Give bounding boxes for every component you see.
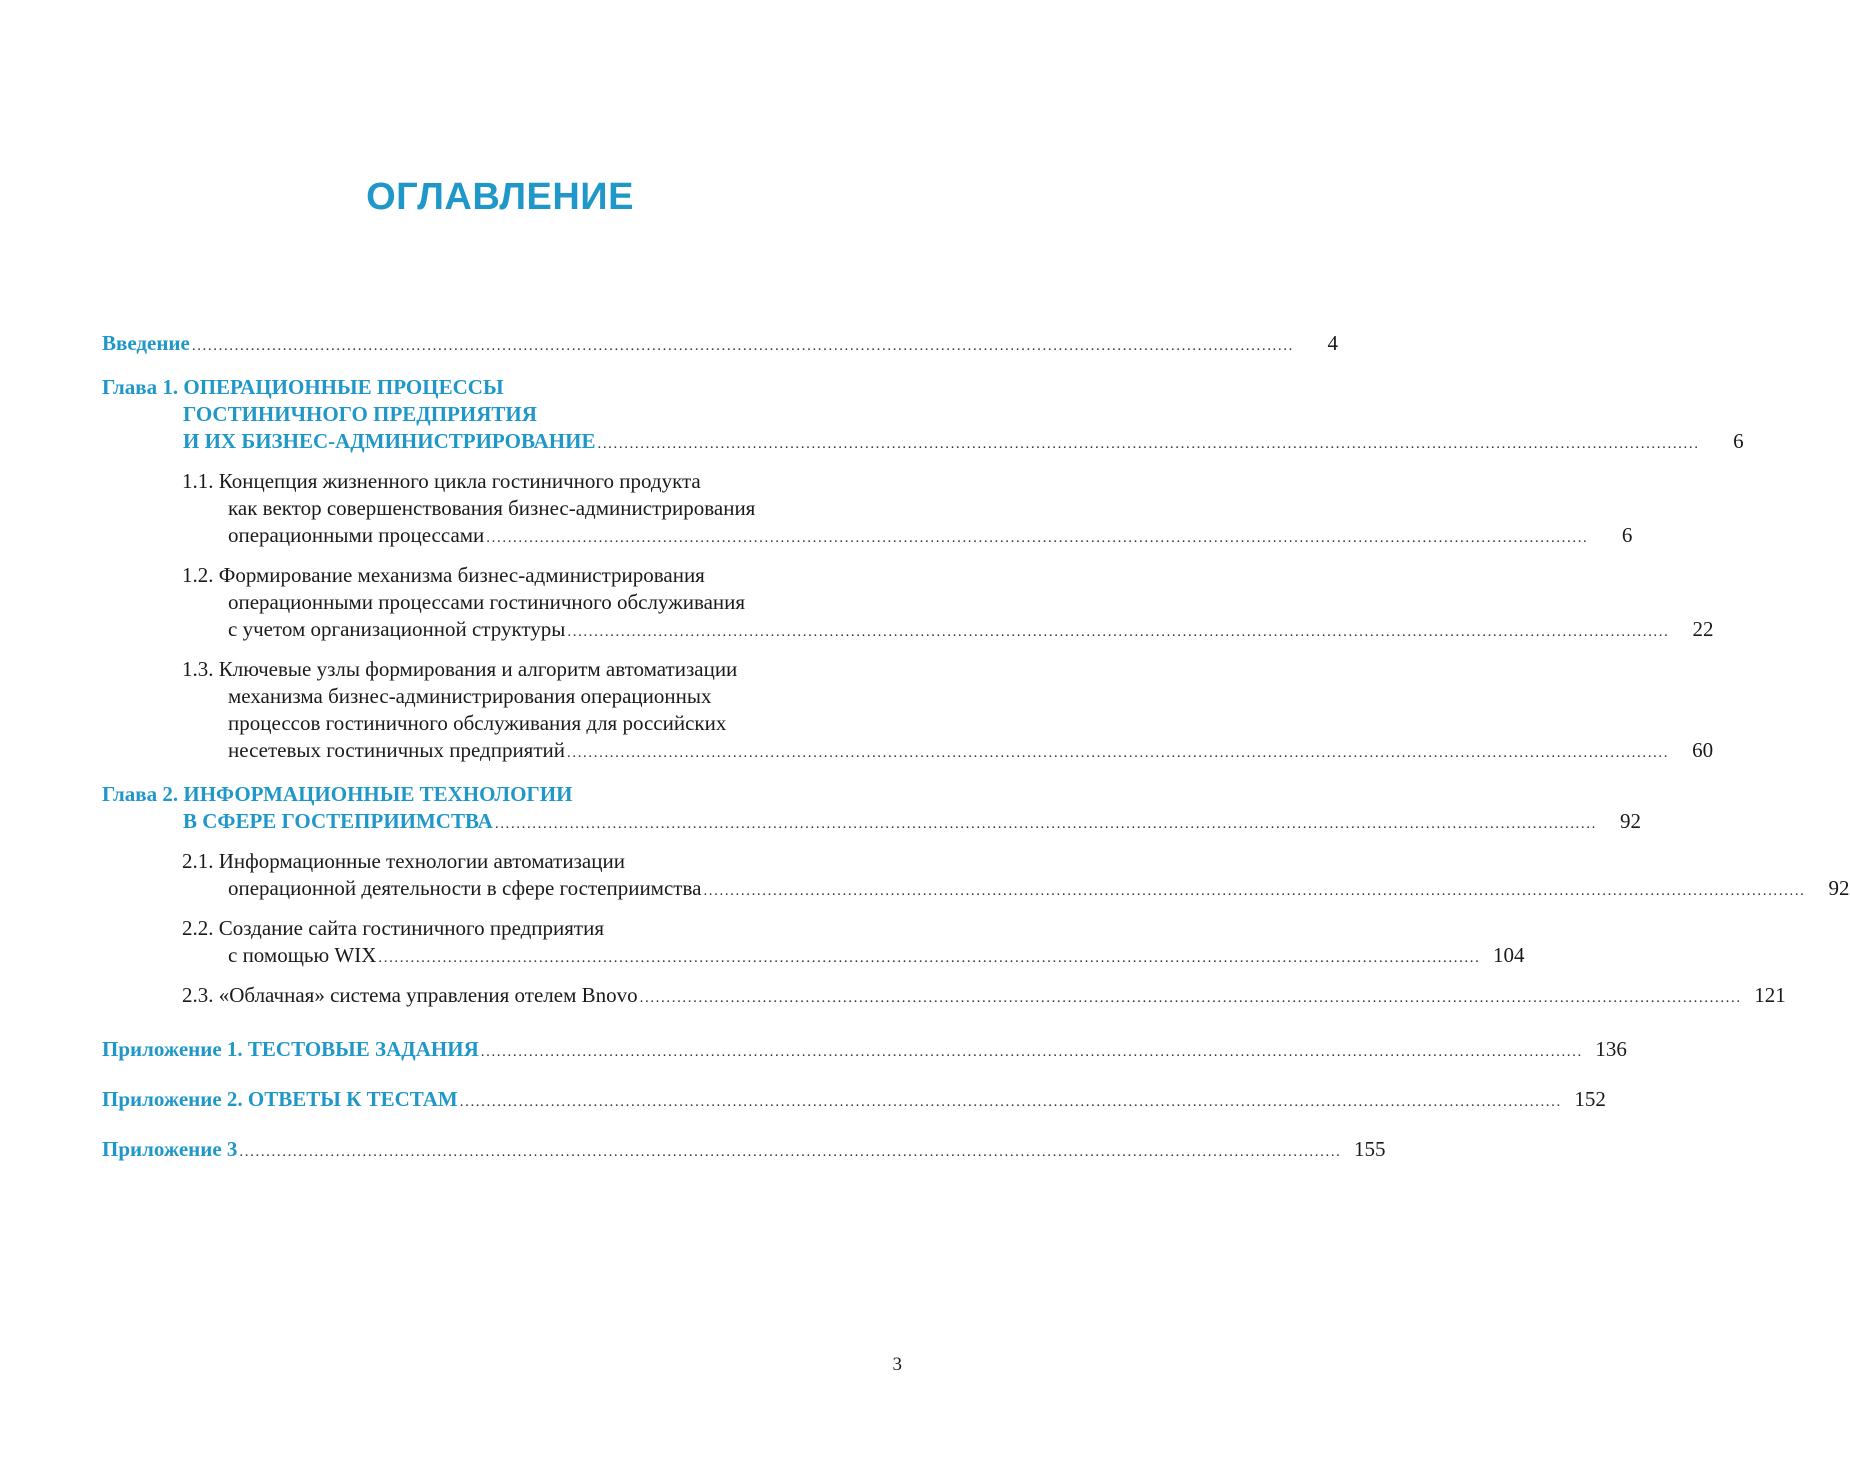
toc-entry-title: с помощью WIX [228,943,377,967]
toc-page-number: 92 [1828,876,1850,900]
toc-entry-title: В СФЕРЕ ГОСТЕПРИИМСТВА [183,809,493,833]
toc-entry-title: Приложение 3 [102,1137,238,1161]
toc-entry-title: Введение [102,331,190,355]
toc-entry-title: как вектор совершенствования бизнес-администрирования [228,496,756,520]
toc-section-1-2[interactable] [102,562,1714,646]
toc-chapter-2[interactable] [102,781,1641,838]
toc-entry-title: 2.1. Информационные технологии автоматизации [182,849,625,873]
toc-entry-title: Глава 2. ИНФОРМАЦИОННЫЕ ТЕХНОЛОГИИ [102,782,573,806]
toc-entry-title: 2.2. Создание сайта гостиничного предприятия [182,916,605,940]
dot-leader: .............................................................................................................................................................................................................. [239,1144,1342,1160]
toc-entry-title: механизма бизнес-администрирования операционных [228,684,712,708]
toc-entry-title: с учетом организационной структуры [228,617,566,641]
dot-leader: .............................................................................................................................................................................................................. [703,883,1806,899]
toc-entry-title: операционными процессами гостиничного обслуживания [228,590,746,614]
toc-entry-title: операционной деятельности в сфере гостеприимства [228,876,702,900]
toc-page-number: 155 [1354,1137,1386,1161]
dot-leader: .............................................................................................................................................................................................................. [567,624,1670,640]
toc-page-number: 136 [1595,1037,1627,1061]
toc-entry-title: несетевых гостиничных предприятий [228,738,565,762]
dot-leader: .............................................................................................................................................................................................................. [459,1094,1562,1110]
page-number: 3 [892,1354,902,1375]
dot-leader: .............................................................................................................................................................................................................. [494,816,1597,832]
toc-entry-title: 2.3. «Облачная» система управления отелем Bnovo [182,983,638,1007]
toc-entry-title: 1.2. Формирование механизма бизнес-администрирования [182,563,705,587]
toc-page-number: 152 [1574,1087,1606,1111]
dot-leader: .............................................................................................................................................................................................................. [486,530,1589,546]
toc-page-number: 4 [1327,331,1338,355]
dot-leader: .............................................................................................................................................................................................................. [567,745,1670,761]
toc-entry-title: Глава 1. ОПЕРАЦИОННЫЕ ПРОЦЕССЫ [102,375,504,399]
toc-section-2-3[interactable] [102,982,1786,1012]
toc-entry-title: 1.1. Концепция жизненного цикла гостиничного продукта [182,469,701,493]
dot-leader: .............................................................................................................................................................................................................. [378,950,1481,966]
toc-section-1-3[interactable] [102,656,1714,767]
toc-page-number: 92 [1619,809,1641,833]
toc-chapter-1[interactable] [102,374,1744,458]
toc-page-number: 121 [1754,983,1786,1007]
toc-section-2-2[interactable] [102,915,1525,972]
toc-page-number: 6 [1621,523,1633,547]
dot-leader: .............................................................................................................................................................................................................. [639,990,1742,1006]
toc-section-2-1[interactable] [102,848,1850,905]
toc-entry-intro[interactable] [102,330,1338,360]
toc-entry-title: Приложение 1. ТЕСТОВЫЕ ЗАДАНИЯ [102,1037,479,1061]
toc-entry-title: И ИХ БИЗНЕС-АДМИНИСТРИРОВАНИЕ [183,429,596,453]
toc-page-number: 104 [1492,943,1525,967]
dot-leader: .............................................................................................................................................................................................................. [191,338,1294,354]
toc-entry-title: процессов гостиничного обслуживания для российских [228,711,727,735]
toc-entry-appendix-2[interactable] [102,1086,1606,1116]
toc-page-number: 6 [1733,429,1744,453]
toc-entry-title: 1.3. Ключевые узлы формирования и алгоритм автоматизации [182,657,738,681]
toc-entry-appendix-3[interactable] [102,1136,1386,1166]
toc-page-number: 60 [1692,738,1714,762]
page-title: ОГЛАВЛЕНИЕ [366,176,634,218]
table-of-contents [102,330,1850,1166]
toc-entry-title: операционными процессами [228,523,485,547]
toc-entry-appendix-1[interactable] [102,1036,1627,1066]
dot-leader: .............................................................................................................................................................................................................. [480,1044,1583,1060]
toc-page-number: 22 [1692,617,1714,641]
toc-entry-title: Приложение 2. ОТВЕТЫ К ТЕСТАМ [102,1087,458,1111]
toc-entry-title: ГОСТИНИЧНОГО ПРЕДПРИЯТИЯ [183,402,537,426]
toc-section-1-1[interactable] [102,468,1633,552]
dot-leader: .............................................................................................................................................................................................................. [597,436,1700,452]
